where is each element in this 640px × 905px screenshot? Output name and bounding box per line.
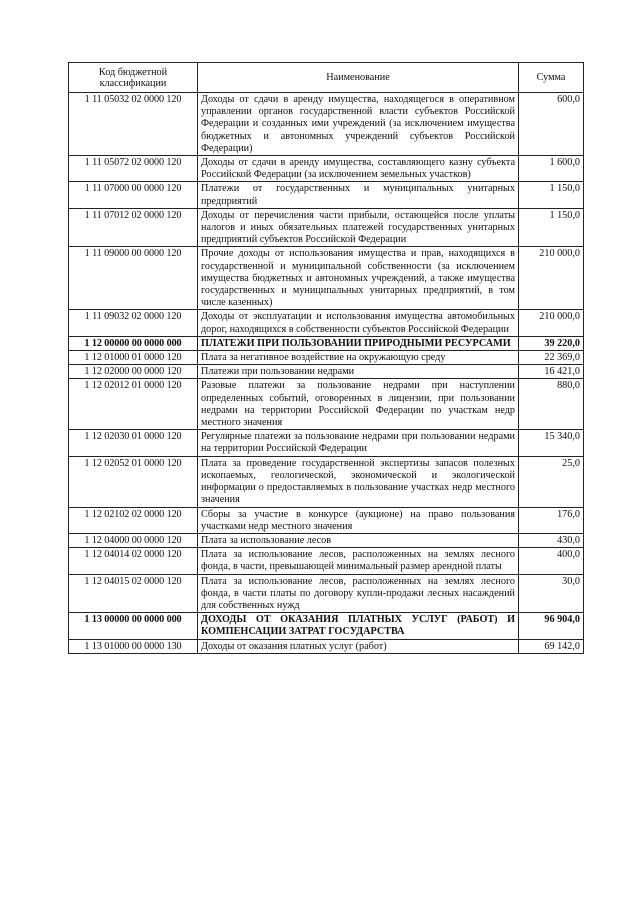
row-code: 1 12 04014 02 0000 120 bbox=[69, 548, 198, 574]
row-sum: 69 142,0 bbox=[519, 639, 584, 653]
table-body bbox=[69, 93, 584, 654]
row-code: 1 12 02052 01 0000 120 bbox=[69, 456, 198, 507]
row-code: 1 13 00000 00 0000 000 bbox=[69, 613, 198, 639]
table-row bbox=[69, 507, 584, 533]
table-row bbox=[69, 379, 584, 430]
row-sum: 30,0 bbox=[519, 574, 584, 613]
row-code: 1 12 04015 02 0000 120 bbox=[69, 574, 198, 613]
row-sum: 15 340,0 bbox=[519, 430, 584, 456]
row-name: Доходы от сдачи в аренду имущества, составляющего казну субъекта Российской Федерации (за исключением земельных участков) bbox=[198, 156, 519, 182]
row-name: Разовые платежи за пользование недрами при наступлении определенных событий, оговоренных в лицензии, при пользовании недрами на территории Российской Федерации по участкам недр местного значения bbox=[198, 379, 519, 430]
row-sum: 210 000,0 bbox=[519, 247, 584, 310]
row-code: 1 13 01000 00 0000 130 bbox=[69, 639, 198, 653]
row-sum: 16 421,0 bbox=[519, 365, 584, 379]
row-code: 1 12 02000 00 0000 120 bbox=[69, 365, 198, 379]
row-name: Плата за негативное воздействие на окружающую среду bbox=[198, 351, 519, 365]
row-sum: 39 220,0 bbox=[519, 336, 584, 350]
table-row bbox=[69, 613, 584, 639]
row-sum: 1 150,0 bbox=[519, 208, 584, 247]
row-code: 1 12 02012 01 0000 120 bbox=[69, 379, 198, 430]
header-code: Код бюджетной классификации bbox=[69, 63, 198, 93]
table-row bbox=[69, 430, 584, 456]
row-name: Плата за проведение государственной экспертизы запасов полезных ископаемых, геологической, экономической и экологической информации о предоставляемых в пользование участках недр местного значения bbox=[198, 456, 519, 507]
table-header-row bbox=[69, 63, 584, 93]
table-row bbox=[69, 247, 584, 310]
row-code: 1 11 05032 02 0000 120 bbox=[69, 93, 198, 156]
row-name: Доходы от перечисления части прибыли, остающейся после уплаты налогов и иных обязательных платежей государственных унитарных предприятий субъектов Российской Федерации bbox=[198, 208, 519, 247]
budget-revenue-table bbox=[68, 62, 584, 654]
row-sum: 25,0 bbox=[519, 456, 584, 507]
table-row bbox=[69, 574, 584, 613]
row-name: Платежи при пользовании недрами bbox=[198, 365, 519, 379]
table-row bbox=[69, 548, 584, 574]
row-sum: 400,0 bbox=[519, 548, 584, 574]
row-code: 1 12 00000 00 0000 000 bbox=[69, 336, 198, 350]
table-row bbox=[69, 208, 584, 247]
header-sum: Сумма bbox=[519, 63, 584, 93]
row-sum: 96 904,0 bbox=[519, 613, 584, 639]
row-name: Доходы от эксплуатации и использования имущества автомобильных дорог, находящихся в собственности субъектов Российской Федерации bbox=[198, 310, 519, 336]
row-name: Плата за использование лесов, расположенных на землях лесного фонда, в части платы по договору купли-продажи лесных насаждений для собственных нужд bbox=[198, 574, 519, 613]
row-name: Доходы от сдачи в аренду имущества, находящегося в оперативном управлении органов государственной власти субъектов Российской Федерации и созданных ими учреждений (за исключением имущества бюджетных и автономных учреждений субъектов Российской Федерации) bbox=[198, 93, 519, 156]
row-name: Платежи от государственных и муниципальных унитарных предприятий bbox=[198, 182, 519, 208]
row-code: 1 12 02030 01 0000 120 bbox=[69, 430, 198, 456]
row-sum: 600,0 bbox=[519, 93, 584, 156]
header-name: Наименование bbox=[198, 63, 519, 93]
row-name: Прочие доходы от использования имущества и прав, находящихся в государственной и муниципальной собственности (за исключением имущества бюджетных и автономных учреждений, а также имущества государственных и муниципальных унитарных предприятий, в том числе казенных) bbox=[198, 247, 519, 310]
row-sum: 22 369,0 bbox=[519, 351, 584, 365]
row-name: Сборы за участие в конкурсе (аукционе) на право пользования участками недр местного значения bbox=[198, 507, 519, 533]
row-code: 1 12 01000 01 0000 120 bbox=[69, 351, 198, 365]
row-code: 1 11 07000 00 0000 120 bbox=[69, 182, 198, 208]
row-name: Доходы от оказания платных услуг (работ) bbox=[198, 639, 519, 653]
row-code: 1 12 04000 00 0000 120 bbox=[69, 533, 198, 547]
row-sum: 210 000,0 bbox=[519, 310, 584, 336]
row-name: Плата за использование лесов bbox=[198, 533, 519, 547]
table-row bbox=[69, 182, 584, 208]
row-sum: 1 600,0 bbox=[519, 156, 584, 182]
row-code: 1 11 09000 00 0000 120 bbox=[69, 247, 198, 310]
table-row bbox=[69, 533, 584, 547]
table-row bbox=[69, 310, 584, 336]
table-row bbox=[69, 156, 584, 182]
row-sum: 880,0 bbox=[519, 379, 584, 430]
row-name: ПЛАТЕЖИ ПРИ ПОЛЬЗОВАНИИ ПРИРОДНЫМИ РЕСУРСАМИ bbox=[198, 336, 519, 350]
row-name: ДОХОДЫ ОТ ОКАЗАНИЯ ПЛАТНЫХ УСЛУГ (РАБОТ) И КОМПЕНСАЦИИ ЗАТРАТ ГОСУДАРСТВА bbox=[198, 613, 519, 639]
table-row bbox=[69, 365, 584, 379]
row-sum: 176,0 bbox=[519, 507, 584, 533]
row-name: Плата за использование лесов, расположенных на землях лесного фонда, в части, превышающей минимальный размер арендной платы bbox=[198, 548, 519, 574]
row-code: 1 11 07012 02 0000 120 bbox=[69, 208, 198, 247]
row-code: 1 11 05072 02 0000 120 bbox=[69, 156, 198, 182]
table-row bbox=[69, 336, 584, 350]
table-row bbox=[69, 639, 584, 653]
document-page bbox=[68, 62, 583, 654]
row-sum: 430,0 bbox=[519, 533, 584, 547]
row-name: Регулярные платежи за пользование недрами при пользовании недрами на территории Российской Федерации bbox=[198, 430, 519, 456]
table-row bbox=[69, 93, 584, 156]
table-row bbox=[69, 351, 584, 365]
row-sum: 1 150,0 bbox=[519, 182, 584, 208]
table-row bbox=[69, 456, 584, 507]
row-code: 1 11 09032 02 0000 120 bbox=[69, 310, 198, 336]
row-code: 1 12 02102 02 0000 120 bbox=[69, 507, 198, 533]
